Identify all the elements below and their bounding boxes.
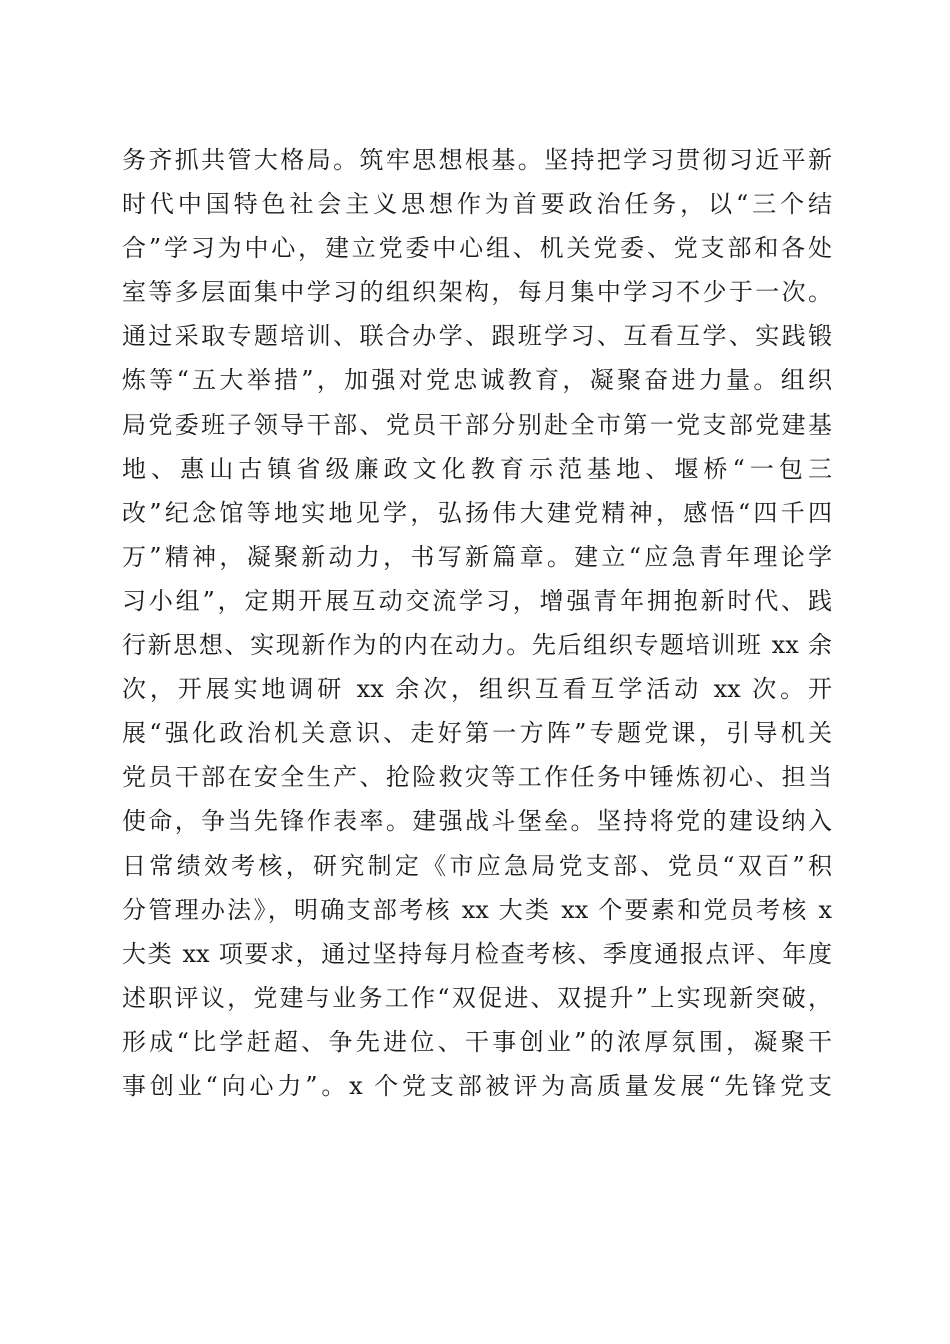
text-line: 分管理办法》，明确支部考核 xx 大类 xx 个要素和党员考核 x [122,895,832,924]
text-line: 时代中国特色社会主义思想作为首要政治任务，以“三个结 [122,190,832,219]
text-line: 改”纪念馆等地实地见学，弘扬伟大建党精神，感悟“四千四 [122,498,832,527]
text-line: 万”精神，凝聚新动力，书写新篇章。建立“应急青年理论学 [122,542,832,571]
text-line: 务齐抓共管大格局。筑牢思想根基。坚持把学习贯彻习近平新 [122,146,832,174]
text-line: 展“强化政治机关意识、走好第一方阵”专题党课，引导机关 [122,719,832,748]
text-line: 地、惠山古镇省级廉政文化教育示范基地、堰桥“一包三 [122,454,832,483]
text-line: 炼等“五大举措”，加强对党忠诚教育，凝聚奋进力量。组织 [122,366,832,395]
body-paragraph [122,138,832,1108]
text-line: 合”学习为中心，建立党委中心组、机关党委、党支部和各处 [122,234,832,263]
text-line: 行新思想、实现新作为的内在动力。先后组织专题培训班 xx 余 [122,631,832,660]
text-line: 次，开展实地调研 xx 余次，组织互看互学活动 xx 次。开 [122,675,832,704]
text-line: 局党委班子领导干部、党员干部分别赴全市第一党支部党建基 [122,410,832,439]
text-line: 通过采取专题培训、联合办学、跟班学习、互看互学、实践锻 [122,322,832,351]
text-line: 日常绩效考核，研究制定《市应急局党支部、党员“双百”积 [122,851,832,880]
text-line: 室等多层面集中学习的组织架构，每月集中学习不少于一次。 [122,278,832,307]
text-line: 大类 xx 项要求，通过坚持每月检查考核、季度通报点评、年度 [122,939,832,968]
text-line: 事创业“向心力”。x 个党支部被评为高质量发展“先锋党支 [122,1071,832,1100]
text-line: 使命，争当先锋作表率。建强战斗堡垒。坚持将党的建设纳入 [122,807,832,836]
text-line: 形成“比学赶超、争先进位、干事创业”的浓厚氛围，凝聚干 [122,1027,832,1056]
text-line: 党员干部在安全生产、抢险救灾等工作任务中锤炼初心、担当 [122,763,832,792]
text-line: 述职评议，党建与业务工作“双促进、双提升”上实现新突破， [122,983,832,1012]
text-line: 习小组”，定期开展互动交流学习，增强青年拥抱新时代、践 [122,586,832,615]
